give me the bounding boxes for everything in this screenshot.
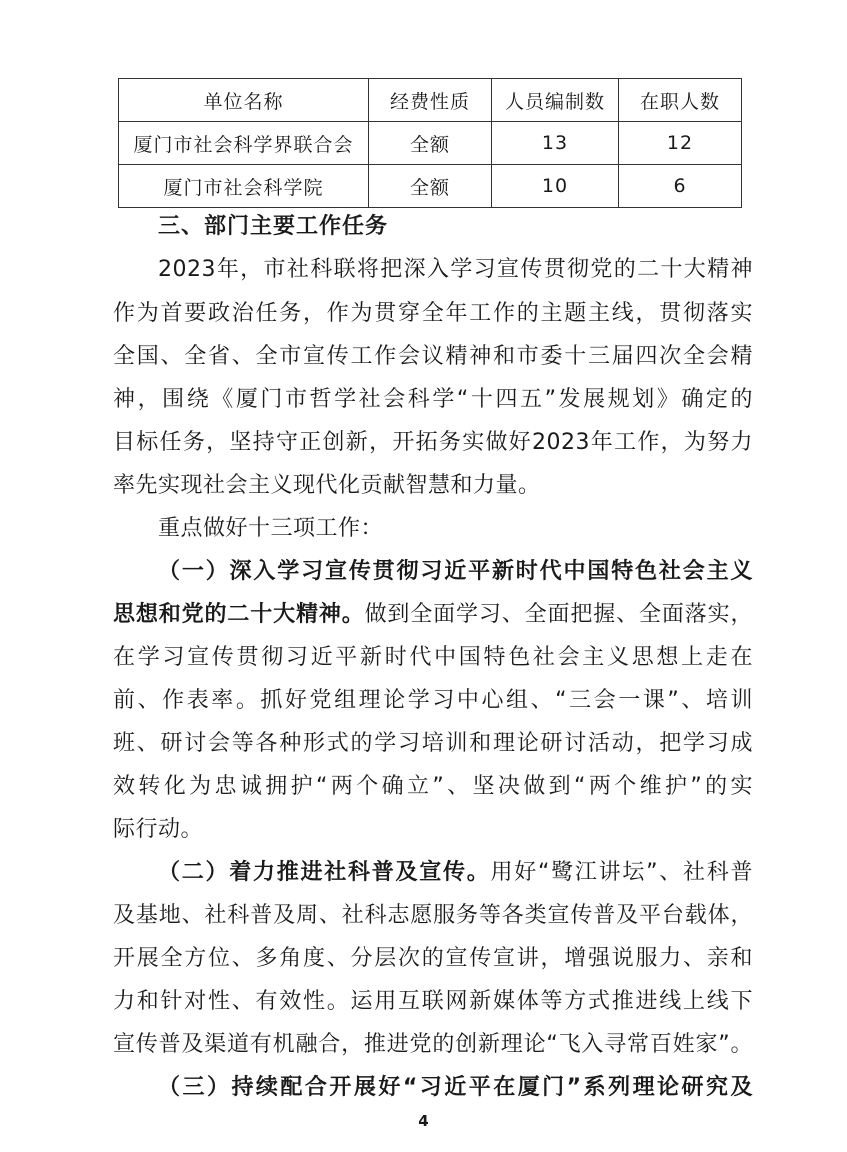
- item-title: （二）着力推进社科普及宣传。: [158, 860, 491, 885]
- table-header-cell: 经费性质: [369, 79, 492, 122]
- paragraph-line: [113, 600, 753, 630]
- paragraph-line: 率先实现社会主义现代化贡献智慧和力量。: [113, 473, 541, 498]
- section-heading: 三、部门主要工作任务: [158, 214, 389, 239]
- paragraph-line: 效转化为忠诚拥护“两个确立”、坚决做到“两个维护”的实: [113, 774, 753, 799]
- table-row: [119, 165, 742, 208]
- table-cell: 厦门市社会科学院: [119, 165, 369, 208]
- page-number: 4: [418, 1112, 429, 1130]
- table-header-cell: 单位名称: [119, 79, 369, 122]
- item-title: （一）深入学习宣传贯彻习近平新时代中国特色社会主义: [158, 559, 753, 584]
- paragraph-line: 及基地、社科普及周、社科志愿服务等各类宣传普及平台载体，: [113, 903, 753, 928]
- paragraph-line: [158, 858, 753, 888]
- paragraph-line: 重点做好十三项工作：: [158, 516, 384, 541]
- paragraph-line: 前、作表率。抓好党组理论学习中心组、“三会一课”、培训: [113, 688, 753, 713]
- table-header-row: [119, 79, 742, 122]
- paragraph-line: 力和针对性、有效性。运用互联网新媒体等方式推进线上线下: [113, 989, 753, 1014]
- table-cell: 厦门市社会科学界联合会: [119, 122, 369, 165]
- item-title: （三）持续配合开展好“习近平在厦门”系列理论研究及: [158, 1075, 753, 1100]
- table-header-cell: 在职人数: [619, 79, 742, 122]
- item-text: 用好“鹭江讲坛”、社科普: [490, 860, 753, 885]
- item-title: 思想和党的二十大精神。: [113, 602, 365, 627]
- paragraph-line: 2023年，市社科联将把深入学习宣传贯彻党的二十大精神: [158, 257, 753, 282]
- paragraph-line: 际行动。: [113, 817, 204, 842]
- paragraph-line: 全国、全省、全市宣传工作会议精神和市委十三届四次全会精: [113, 344, 753, 369]
- table-header-cell: 人员编制数: [492, 79, 619, 122]
- paragraph-line: 目标任务，坚持守正创新，开拓务实做好2023年工作，为努力: [113, 430, 753, 455]
- table-cell: 6: [619, 165, 742, 208]
- table-cell: 13: [492, 122, 619, 165]
- paragraph-line: 作为首要政治任务，作为贯穿全年工作的主题主线，贯彻落实: [113, 301, 753, 326]
- paragraph-line: 班、研讨会等各种形式的学习培训和理论研讨活动，把学习成: [113, 731, 753, 756]
- table-cell: 全额: [369, 122, 492, 165]
- table-cell: 12: [619, 122, 742, 165]
- table-cell: 10: [492, 165, 619, 208]
- table-cell: 全额: [369, 165, 492, 208]
- item-text: 做到全面学习、全面把握、全面落实，: [364, 602, 753, 627]
- paragraph-line: 宣传普及渠道有机融合，推进党的创新理论“飞入寻常百姓家”。: [113, 1032, 753, 1057]
- table-row: [119, 122, 742, 165]
- paragraph-line: 开展全方位、多角度、分层次的宣传宣讲，增强说服力、亲和: [113, 946, 753, 971]
- paragraph-line: 在学习宣传贯彻习近平新时代中国特色社会主义思想上走在: [113, 645, 753, 670]
- paragraph-line: 神，围绕《厦门市哲学社会科学“十四五”发展规划》确定的: [113, 387, 753, 412]
- staffing-table: [118, 78, 742, 208]
